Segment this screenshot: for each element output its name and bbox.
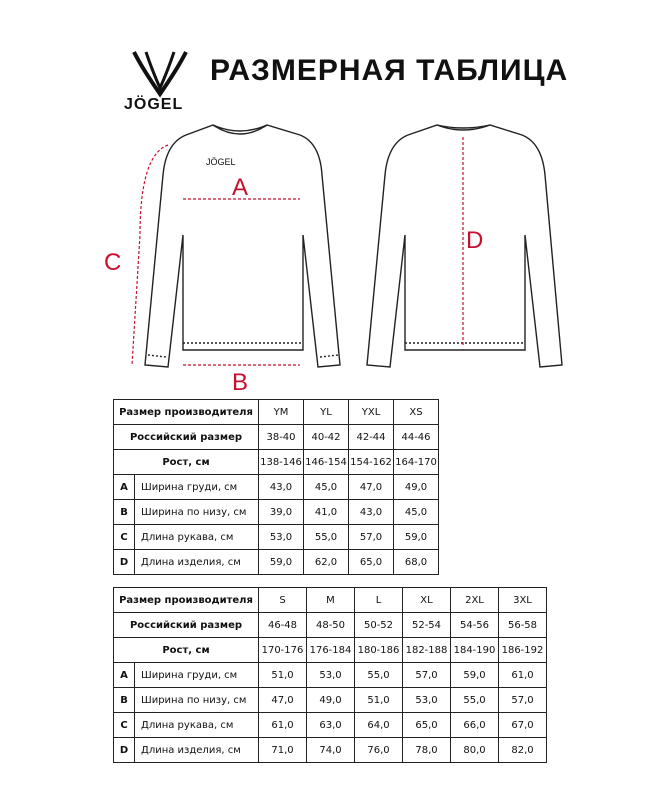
ru-cell: 40-42 [304, 425, 349, 450]
value-cell: 49,0 [307, 688, 355, 713]
value-cell: 39,0 [259, 500, 304, 525]
size-cell: M [307, 588, 355, 613]
table-row [114, 638, 547, 663]
size-cell: 3XL [499, 588, 547, 613]
value-cell: 59,0 [451, 663, 499, 688]
value-cell: 62,0 [304, 550, 349, 575]
value-cell: 53,0 [403, 688, 451, 713]
table-row [114, 500, 439, 525]
value-cell: 71,0 [259, 738, 307, 763]
value-cell: 51,0 [355, 688, 403, 713]
dim-label-c: C [104, 249, 122, 276]
height-cell: 180-186 [355, 638, 403, 663]
code-cell: D [114, 550, 135, 575]
value-cell: 43,0 [259, 475, 304, 500]
value-cell: 55,0 [355, 663, 403, 688]
value-cell: 67,0 [499, 713, 547, 738]
value-cell: 61,0 [259, 713, 307, 738]
table-row [114, 400, 439, 425]
value-cell: 78,0 [403, 738, 451, 763]
value-cell: 66,0 [451, 713, 499, 738]
ru-label: Российский размер [114, 425, 259, 450]
value-cell: 63,0 [307, 713, 355, 738]
value-cell: 53,0 [307, 663, 355, 688]
ru-cell: 56-58 [499, 613, 547, 638]
table-row [114, 475, 439, 500]
table-row [114, 613, 547, 638]
value-cell: 68,0 [394, 550, 439, 575]
value-cell: 59,0 [394, 525, 439, 550]
code-cell: D [114, 738, 135, 763]
size-cell: XL [403, 588, 451, 613]
table-row [114, 425, 439, 450]
value-cell: 43,0 [349, 500, 394, 525]
value-cell: 57,0 [349, 525, 394, 550]
table-row [114, 588, 547, 613]
value-cell: 65,0 [349, 550, 394, 575]
code-cell: B [114, 688, 135, 713]
garment-diagram [0, 115, 665, 395]
value-cell: 45,0 [394, 500, 439, 525]
value-cell: 51,0 [259, 663, 307, 688]
height-cell: 182-188 [403, 638, 451, 663]
value-cell: 55,0 [451, 688, 499, 713]
measure-label: Длина рукава, см [135, 713, 259, 738]
value-cell: 57,0 [403, 663, 451, 688]
front-view [145, 125, 340, 367]
code-cell: B [114, 500, 135, 525]
value-cell: 80,0 [451, 738, 499, 763]
dim-label-d: D [466, 227, 484, 254]
height-cell: 176-184 [307, 638, 355, 663]
ru-cell: 38-40 [259, 425, 304, 450]
height-label: Рост, см [114, 638, 259, 663]
height-cell: 186-192 [499, 638, 547, 663]
page-title: РАЗМЕРНАЯ ТАБЛИЦА [210, 54, 569, 87]
height-cell: 138-146 [259, 450, 304, 475]
value-cell: 64,0 [355, 713, 403, 738]
table-row [114, 525, 439, 550]
ru-cell: 44-46 [394, 425, 439, 450]
svg-text:JÖGEL: JÖGEL [206, 157, 236, 167]
ru-cell: 54-56 [451, 613, 499, 638]
code-cell: A [114, 475, 135, 500]
measure-label: Ширина по низу, см [135, 500, 259, 525]
table-row [114, 663, 547, 688]
table-row [114, 713, 547, 738]
size-cell: 2XL [451, 588, 499, 613]
ru-cell: 52-54 [403, 613, 451, 638]
size-cell: YL [304, 400, 349, 425]
ru-cell: 42-44 [349, 425, 394, 450]
size-cell: YM [259, 400, 304, 425]
value-cell: 57,0 [499, 688, 547, 713]
value-cell: 47,0 [259, 688, 307, 713]
size-cell: L [355, 588, 403, 613]
code-cell: C [114, 713, 135, 738]
measure-label: Ширина груди, см [135, 663, 259, 688]
size-cell: XS [394, 400, 439, 425]
value-cell: 74,0 [307, 738, 355, 763]
height-label: Рост, см [114, 450, 259, 475]
measure-label: Длина изделия, см [135, 738, 259, 763]
measure-label: Длина рукава, см [135, 525, 259, 550]
dim-label-a: A [232, 174, 249, 201]
value-cell: 55,0 [304, 525, 349, 550]
ru-cell: 50-52 [355, 613, 403, 638]
size-cell: YXL [349, 400, 394, 425]
height-cell: 164-170 [394, 450, 439, 475]
brand-name: JÖGEL [124, 96, 184, 113]
table-row [114, 688, 547, 713]
size-table-adult [113, 587, 547, 763]
table-row [114, 450, 439, 475]
header-label: Размер производителя [114, 400, 259, 425]
size-table-youth [113, 399, 439, 575]
value-cell: 65,0 [403, 713, 451, 738]
value-cell: 53,0 [259, 525, 304, 550]
measure-label: Длина изделия, см [135, 550, 259, 575]
value-cell: 76,0 [355, 738, 403, 763]
table-row [114, 738, 547, 763]
code-cell: A [114, 663, 135, 688]
value-cell: 45,0 [304, 475, 349, 500]
value-cell: 59,0 [259, 550, 304, 575]
measure-label: Ширина по низу, см [135, 688, 259, 713]
height-cell: 146-154 [304, 450, 349, 475]
height-cell: 170-176 [259, 638, 307, 663]
value-cell: 61,0 [499, 663, 547, 688]
size-cell: S [259, 588, 307, 613]
code-cell: C [114, 525, 135, 550]
value-cell: 47,0 [349, 475, 394, 500]
value-cell: 41,0 [304, 500, 349, 525]
value-cell: 82,0 [499, 738, 547, 763]
height-cell: 184-190 [451, 638, 499, 663]
header-label: Размер производителя [114, 588, 259, 613]
height-cell: 154-162 [349, 450, 394, 475]
back-view [367, 125, 562, 367]
measure-label: Ширина груди, см [135, 475, 259, 500]
ru-cell: 48-50 [307, 613, 355, 638]
value-cell: 49,0 [394, 475, 439, 500]
ru-cell: 46-48 [259, 613, 307, 638]
table-row [114, 550, 439, 575]
dim-label-b: B [232, 369, 249, 395]
ru-label: Российский размер [114, 613, 259, 638]
